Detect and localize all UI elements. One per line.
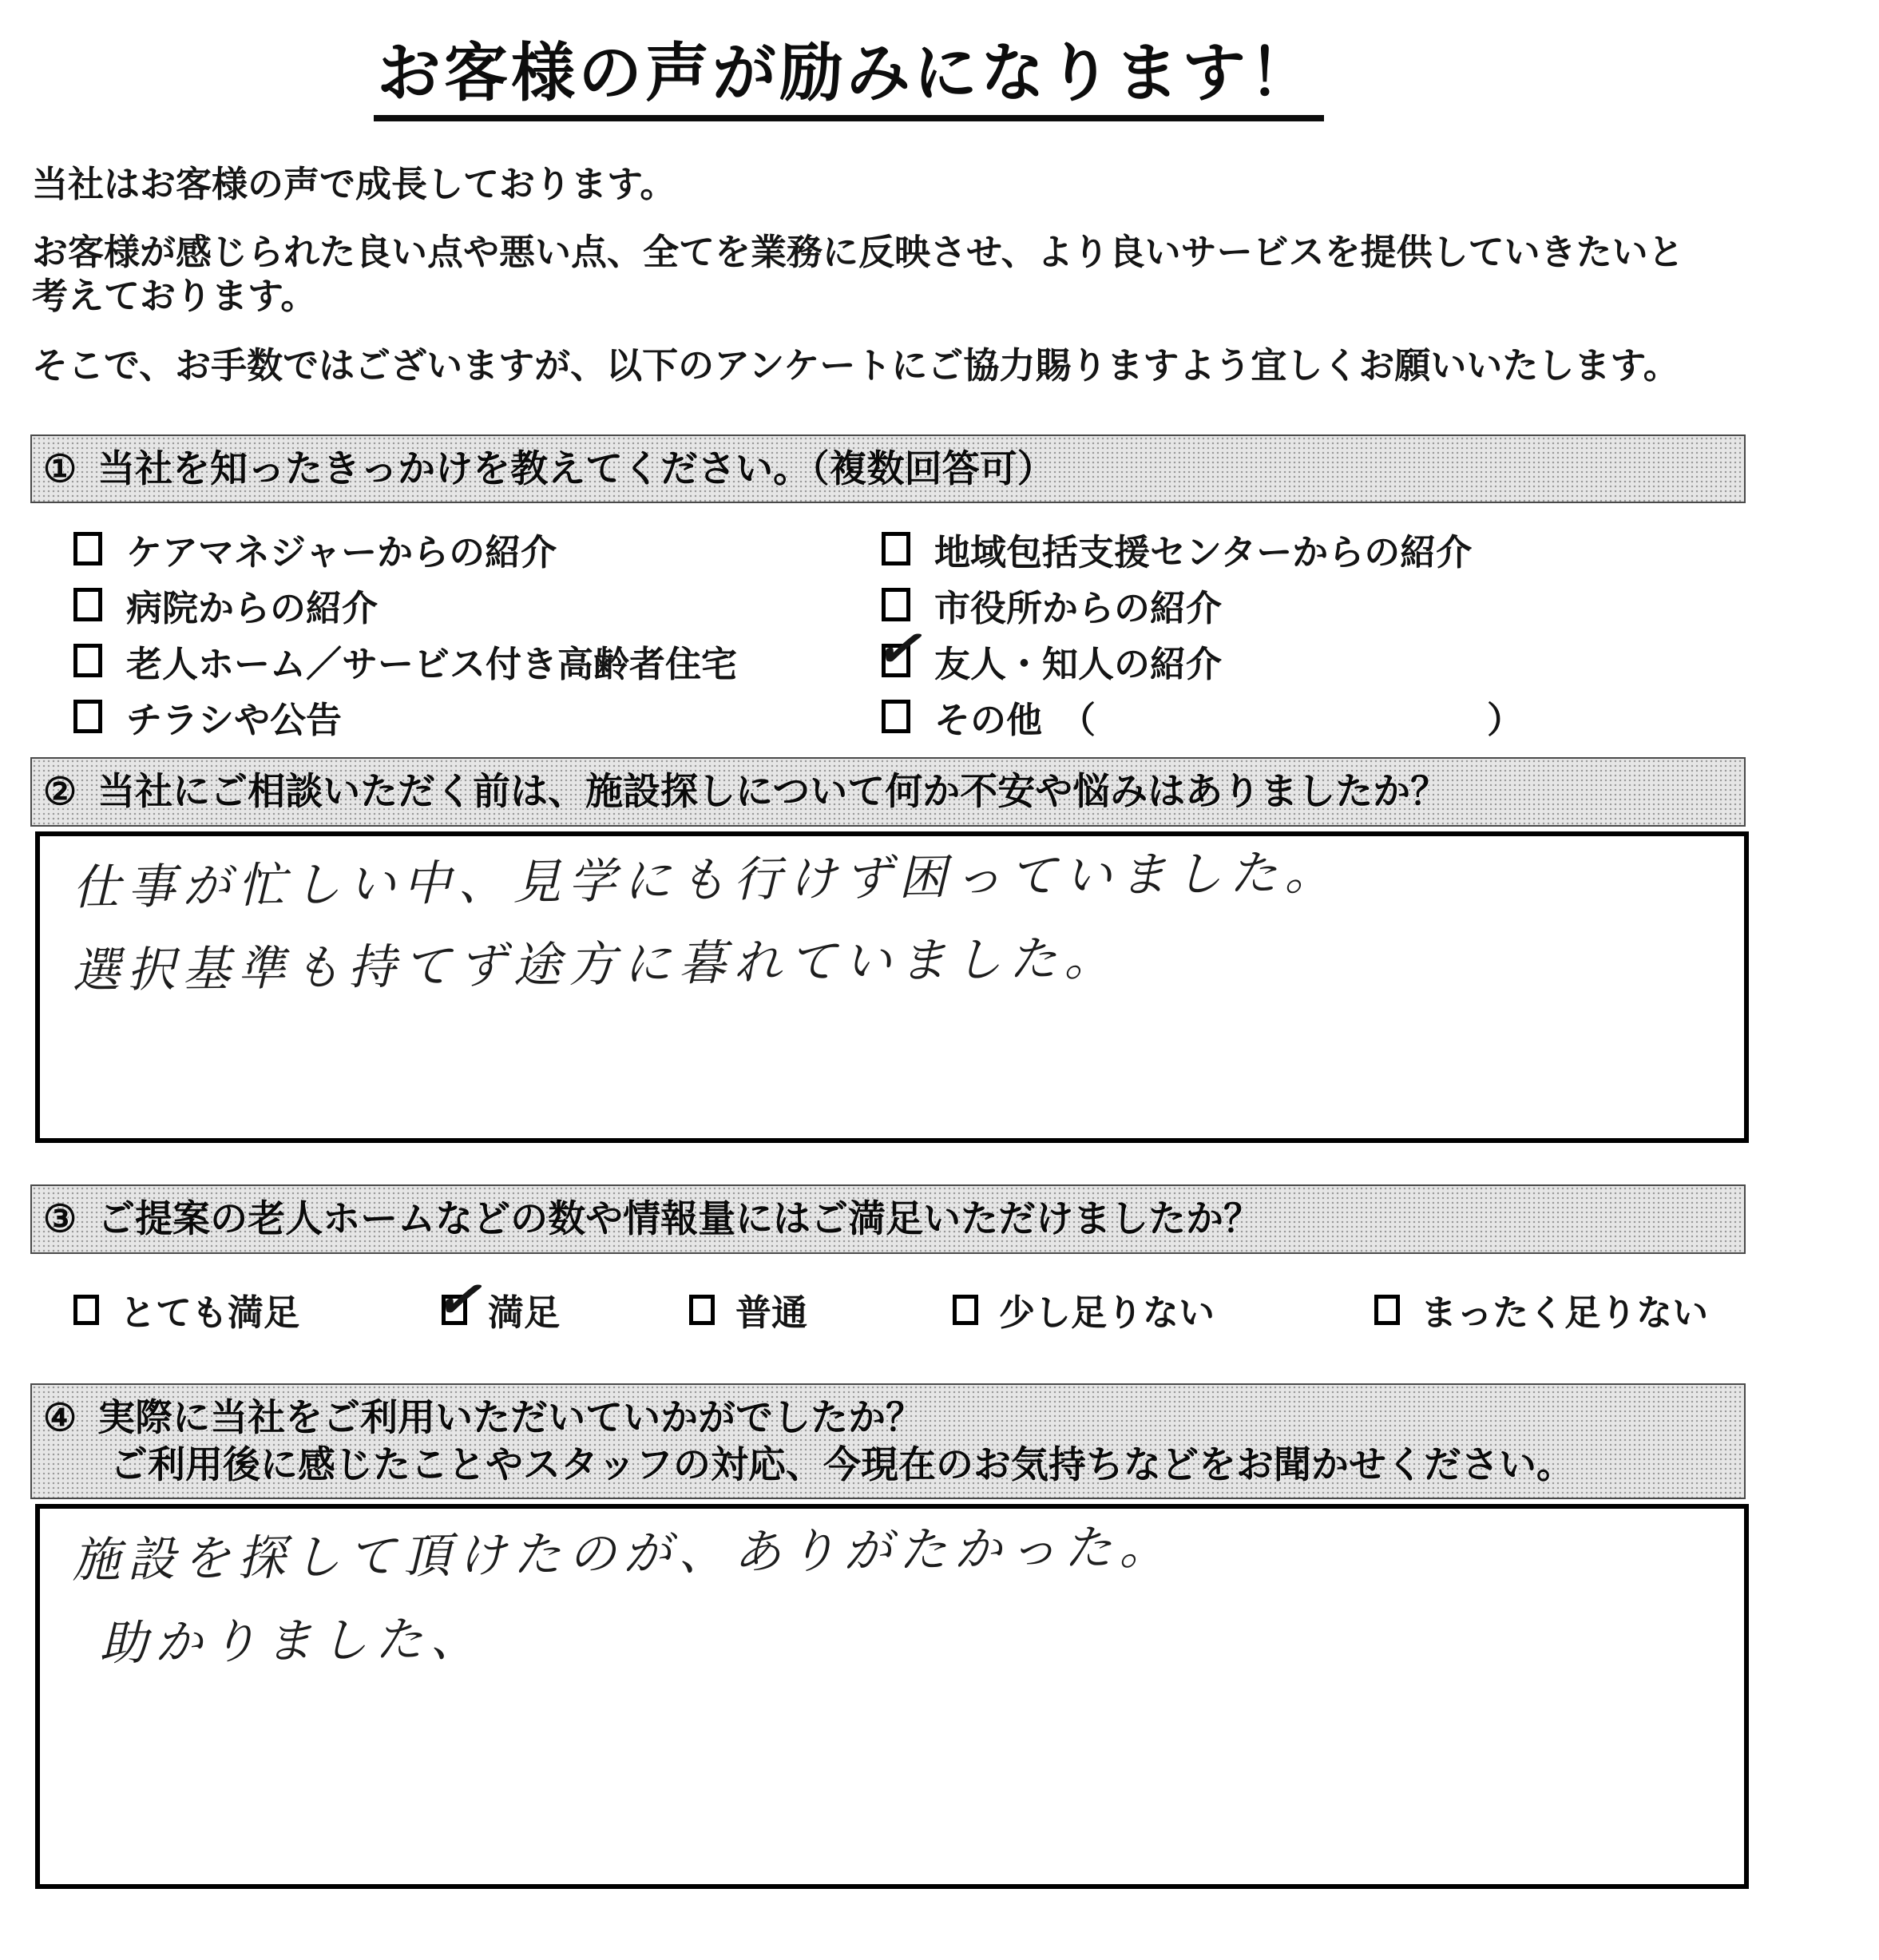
option-caremanager: [73, 521, 882, 577]
question-4-header: [30, 1383, 1746, 1500]
option-label: 満足: [488, 1292, 561, 1334]
question-4-number: ④: [43, 1395, 77, 1438]
checkbox-totally-lacking[interactable]: [1374, 1295, 1400, 1325]
option-home-housing: [73, 633, 882, 688]
other-paren-close: ）: [1487, 699, 1524, 740]
option-label: 老人ホーム／サービス付き高齢者住宅: [126, 643, 738, 684]
question-2-label: 当社にご相談いただく前は、施設探しについて何か不安や悩みはありましたか？: [97, 770, 1449, 813]
check-mark-icon: ✓: [430, 1265, 495, 1333]
checkbox-other[interactable]: [882, 700, 910, 733]
question-3-label: ご提案の老人ホームなどの数や情報量にはご満足いただけましたか？: [97, 1197, 1262, 1240]
question-1-options: [73, 521, 1879, 744]
intro-line-2: [32, 231, 1879, 319]
option-totally-lacking: [1374, 1286, 1708, 1334]
question-2-answer-box[interactable]: [35, 831, 1749, 1143]
checkbox-very-satisfied[interactable]: [73, 1295, 99, 1325]
option-label: まったく足りない: [1421, 1292, 1709, 1334]
question-2-header: [30, 757, 1746, 827]
question-2-number: ②: [43, 770, 77, 813]
question-4-answer-box[interactable]: [35, 1504, 1749, 1889]
checkbox-satisfied[interactable]: [430, 1265, 495, 1333]
intro-line-2b: 考えております。: [32, 275, 317, 316]
question-1-label: 当社を知ったきっかけを教えてください。（複数回答可）: [97, 446, 1055, 490]
option-friend: [870, 615, 1523, 688]
option-label: 市役所からの紹介: [934, 587, 1223, 629]
option-label: その他: [934, 699, 1043, 740]
page-title: お客様の声が励みになります！: [374, 38, 1324, 121]
option-hospital: [73, 577, 882, 633]
checkbox-caremanager[interactable]: [73, 532, 102, 565]
intro-line-2a: お客様が感じられた良い点や悪い点、全てを業務に反映させ、より良いサービスを提供していきたいと: [32, 231, 1684, 272]
option-label: ケアマネジャーからの紹介: [126, 531, 557, 573]
option-label: 病院からの紹介: [126, 587, 379, 629]
option-label: チラシや公告: [126, 699, 343, 740]
question-3-options: [73, 1265, 1879, 1334]
intro-line-3: そこで、お手数ではございますが、以下のアンケートにご協力賜りますよう宜しくお願いいたします。: [32, 344, 1679, 386]
option-satisfied: [430, 1265, 561, 1334]
checkbox-community-center[interactable]: [882, 532, 910, 565]
intro-line-1: 当社はお客様の声で成長しております。: [32, 164, 676, 204]
checkbox-hospital[interactable]: [73, 588, 102, 621]
check-mark-icon: ✓: [870, 615, 935, 683]
checkbox-neutral[interactable]: [689, 1295, 715, 1325]
option-flyer: [73, 688, 882, 744]
option-label: 普通: [735, 1292, 808, 1334]
question-3-header: [30, 1184, 1746, 1254]
question-4-label-line1: 実際に当社をご利用いただいていかがでしたか？: [97, 1395, 924, 1438]
checkbox-friend[interactable]: [870, 615, 935, 683]
question-1-options-left: [73, 521, 882, 744]
other-paren-open: （: [1060, 699, 1096, 740]
question-3-number: ③: [43, 1197, 77, 1240]
question-1-number: ①: [43, 446, 77, 490]
question-4-label-line2: ご利用後に感じたことやスタッフの対応、今現在のお気持ちなどをお聞かせください。: [110, 1442, 1574, 1486]
checkbox-slightly-lacking[interactable]: [953, 1295, 978, 1325]
option-city-office: [882, 577, 1523, 633]
handwritten-answer-line: 助かりました、: [99, 1611, 486, 1672]
handwritten-answer-line: 施設を探して頂けたのが、ありがたかった。: [72, 1519, 1175, 1589]
question-1-header: [30, 434, 1746, 504]
option-label: 友人・知人の紹介: [934, 643, 1223, 684]
option-label: とても満足: [120, 1292, 300, 1334]
option-very-satisfied: [73, 1286, 299, 1334]
question-1-options-right: [870, 521, 1524, 744]
handwritten-answer-line: 選択基準も持てず途方に暮れていました。: [72, 930, 1120, 1000]
option-other: [882, 688, 1523, 744]
option-slightly-lacking: [953, 1286, 1215, 1334]
option-label: 少し足りない: [999, 1292, 1215, 1334]
checkbox-home-housing[interactable]: [73, 644, 102, 677]
option-neutral: [689, 1286, 807, 1334]
handwritten-answer-line: 仕事が忙しい中、見学にも行けず困っていました。: [72, 844, 1340, 917]
intro-text: [32, 163, 1879, 388]
option-label: 地域包括支援センターからの紹介: [934, 531, 1473, 573]
option-community-center: [882, 521, 1523, 577]
checkbox-flyer[interactable]: [73, 700, 102, 733]
